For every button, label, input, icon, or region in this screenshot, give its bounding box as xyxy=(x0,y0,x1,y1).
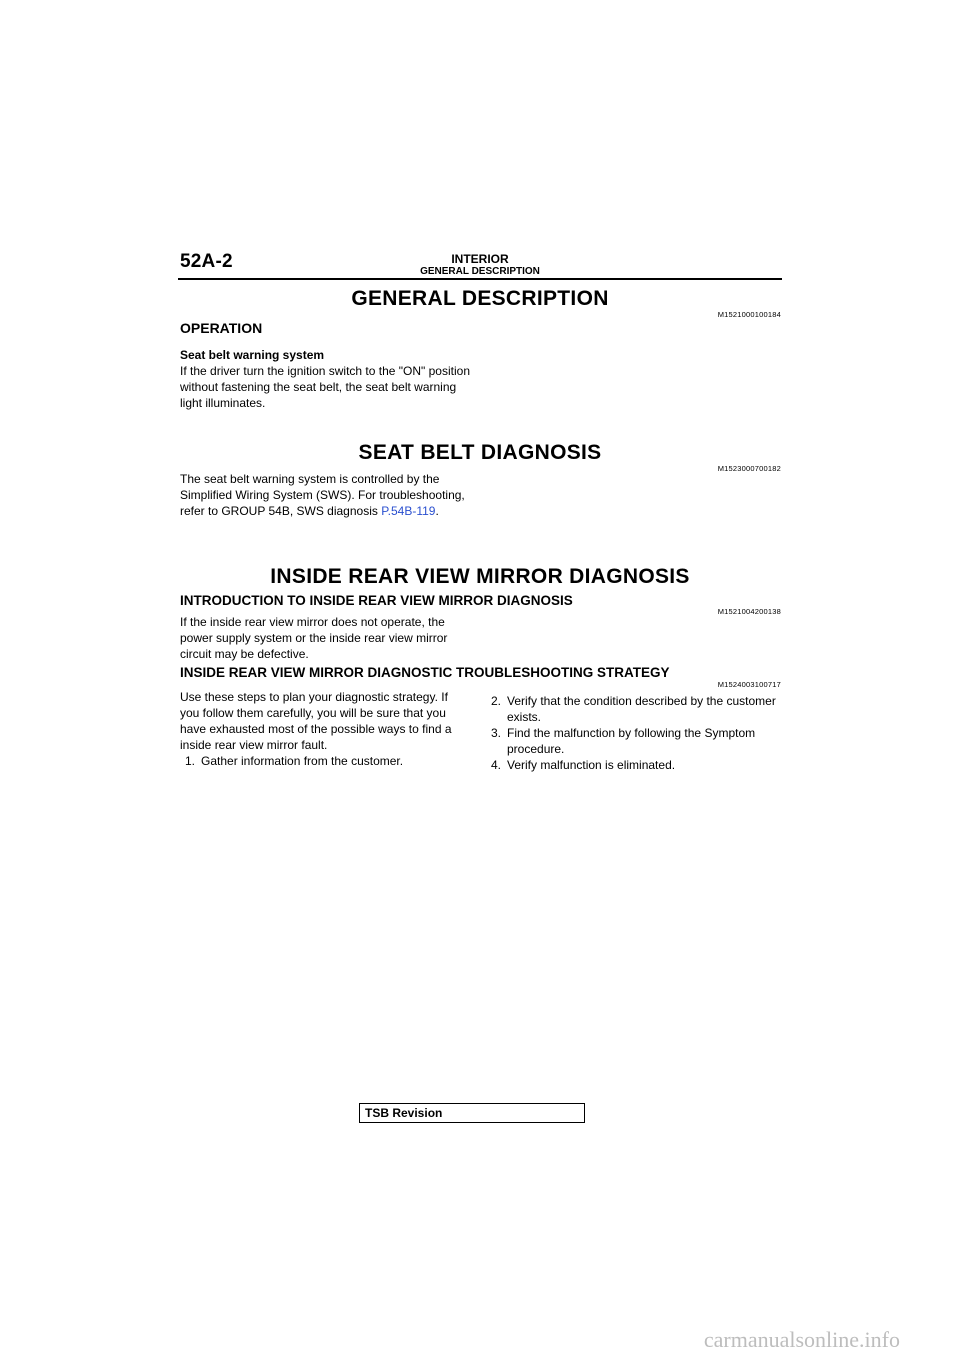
operation-body xyxy=(180,347,470,411)
page-number: 52A-2 xyxy=(180,251,233,272)
mirror-strategy-right-column xyxy=(491,693,781,773)
list-item xyxy=(185,753,470,769)
header-section-title: INTERIOR xyxy=(451,252,509,266)
step-text: Verify that the condition described by the customer exists. xyxy=(507,694,776,724)
list-item xyxy=(491,725,781,757)
mirror-strategy-code: M1524003100717 xyxy=(717,680,781,689)
seat-belt-text: If the driver turn the ignition switch to the "ON" position without fastening the seat belt, the seat belt warning light illuminates. xyxy=(180,364,470,410)
step-text: Gather information from the customer. xyxy=(201,754,404,768)
mirror-diagnosis-title: INSIDE REAR VIEW MIRROR DIAGNOSIS xyxy=(270,565,690,588)
general-description-title: GENERAL DESCRIPTION xyxy=(351,287,609,310)
watermark: carmanualsonline.info xyxy=(703,1327,900,1352)
operation-heading: OPERATION xyxy=(180,320,263,336)
seat-belt-diagnosis-title: SEAT BELT DIAGNOSIS xyxy=(358,441,602,464)
step-number: 3. xyxy=(491,726,502,740)
strategy-steps-left xyxy=(185,753,470,769)
tsb-revision-label: TSB Revision xyxy=(365,1106,443,1120)
step-number: 2. xyxy=(491,694,502,708)
mirror-strategy-left-column xyxy=(180,689,470,769)
mirror-intro-heading: INTRODUCTION TO INSIDE REAR VIEW MIRROR DIAGNOSIS xyxy=(180,593,573,608)
strategy-steps-right xyxy=(491,693,781,773)
mirror-intro-code: M1521004200138 xyxy=(717,607,781,616)
seat-belt-diagnosis-end: . xyxy=(435,504,439,518)
seat-belt-diagnosis-code: M1523000700182 xyxy=(717,464,781,473)
seat-belt-diagnosis-text: The seat belt warning system is controlled by the Simplified Wiring System (SWS). For troubleshooting, refer to GROUP 54B, SWS diagnosis xyxy=(180,472,465,518)
step-number: 1. xyxy=(185,754,196,768)
step-number: 4. xyxy=(491,758,502,772)
sws-diagnosis-link[interactable]: P.54B-119 xyxy=(381,504,436,518)
mirror-intro-text: If the inside rear view mirror does not operate, the power supply system or the inside rear view mirror circuit may be defective. xyxy=(180,615,448,661)
list-item xyxy=(491,693,781,725)
header-subsection-title: GENERAL DESCRIPTION xyxy=(420,266,540,277)
seat-belt-diagnosis-body xyxy=(180,471,470,519)
seat-belt-subheading: Seat belt warning system xyxy=(180,348,325,362)
tsb-revision-box xyxy=(359,1103,585,1123)
list-item xyxy=(491,757,781,773)
mirror-strategy-text: Use these steps to plan your diagnostic strategy. If you follow them carefully, you will be sure that you have exhausted most of the possible ways to find a inside rear view mirror fault. xyxy=(180,690,452,752)
header-rule xyxy=(178,278,782,280)
step-text: Verify malfunction is eliminated. xyxy=(507,758,676,772)
step-text: Find the malfunction by following the Symptom procedure. xyxy=(507,726,756,756)
mirror-strategy-heading: INSIDE REAR VIEW MIRROR DIAGNOSTIC TROUBLESHOOTING STRATEGY xyxy=(180,665,670,680)
general-description-code: M1521000100184 xyxy=(717,310,781,319)
